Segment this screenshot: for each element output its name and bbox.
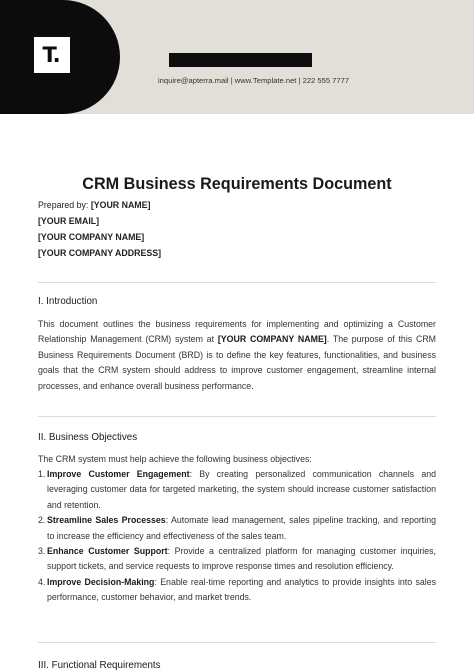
company-logo (34, 37, 70, 73)
list-item-title: Improve Customer Engagement (47, 469, 190, 479)
prepared-address: [YOUR COMPANY ADDRESS] (38, 248, 162, 258)
list-item (38, 467, 436, 513)
prepared-by-line (38, 197, 161, 213)
logo-block (0, 0, 120, 114)
document-title: CRM Business Requirements Document (82, 175, 392, 193)
list-item-title: Streamline Sales Processes (47, 515, 166, 526)
prepared-by-block (38, 197, 161, 261)
list-item-text: : Enable real-time reporting and analytics to provide insights into sales performance, customer behavior, and market trends. (47, 576, 436, 603)
list-number: 2. (38, 515, 46, 526)
list-number: 1. (38, 469, 46, 479)
introduction-text-2: . The purpose of this CRM Business Requirements Document (BRD) is to define the key features, functionalities, and business goals that the CRM system should address to improve customer engagement, streamline internal processes, and enhance overall business performance. (38, 334, 437, 391)
list-item-text: : By creating personalized communication channels and leveraging customer data for targeted marketing, the system should increase customer satisfaction and retention. (47, 469, 436, 510)
list-item-title: Enhance Customer Support (47, 546, 168, 557)
functional-requirements-heading: III. Functional Requirements (38, 660, 161, 671)
list-item (38, 575, 436, 606)
list-item (38, 544, 436, 575)
objectives-heading: II. Business Objectives (38, 432, 138, 443)
logo-letter: T. (42, 43, 60, 67)
list-number: 4. (38, 576, 46, 587)
prepared-by-name: [YOUR NAME] (90, 200, 151, 210)
objectives-intro: The CRM system must help achieve the following business objectives: (38, 454, 312, 464)
introduction-heading: I. Introduction (38, 296, 98, 307)
introduction-company: [YOUR COMPANY NAME] (217, 334, 327, 345)
redacted-company-name-bar (169, 53, 312, 67)
document-header (0, 0, 474, 114)
list-item-title: Improve Decision-Making (47, 576, 155, 587)
introduction-paragraph (38, 317, 436, 394)
section-divider (38, 642, 436, 643)
section-divider (38, 282, 436, 283)
list-item (38, 513, 436, 544)
contact-line: inquire@apterra.mail | www.Template.net | 222 555 7777 (158, 76, 350, 85)
list-item-text: : Automate lead management, sales pipeline tracking, and reporting to increase the efficiency and effectiveness of the sales team. (47, 515, 436, 541)
prepared-company: [YOUR COMPANY NAME] (38, 232, 145, 242)
list-number: 3. (38, 546, 46, 557)
prepared-by-label: Prepared by: (38, 200, 91, 210)
list-item-text: : Provide a centralized platform for managing customer inquiries, support tickets, and service requests to improve response times and resolution efficiency. (47, 546, 437, 572)
prepared-email: [YOUR EMAIL] (38, 216, 100, 226)
objectives-list (38, 467, 436, 606)
section-divider (38, 416, 436, 417)
introduction-text-1: This document outlines the business requirements for implementing and optimizing a Customer Relationship Management (CRM) system at (38, 319, 436, 345)
